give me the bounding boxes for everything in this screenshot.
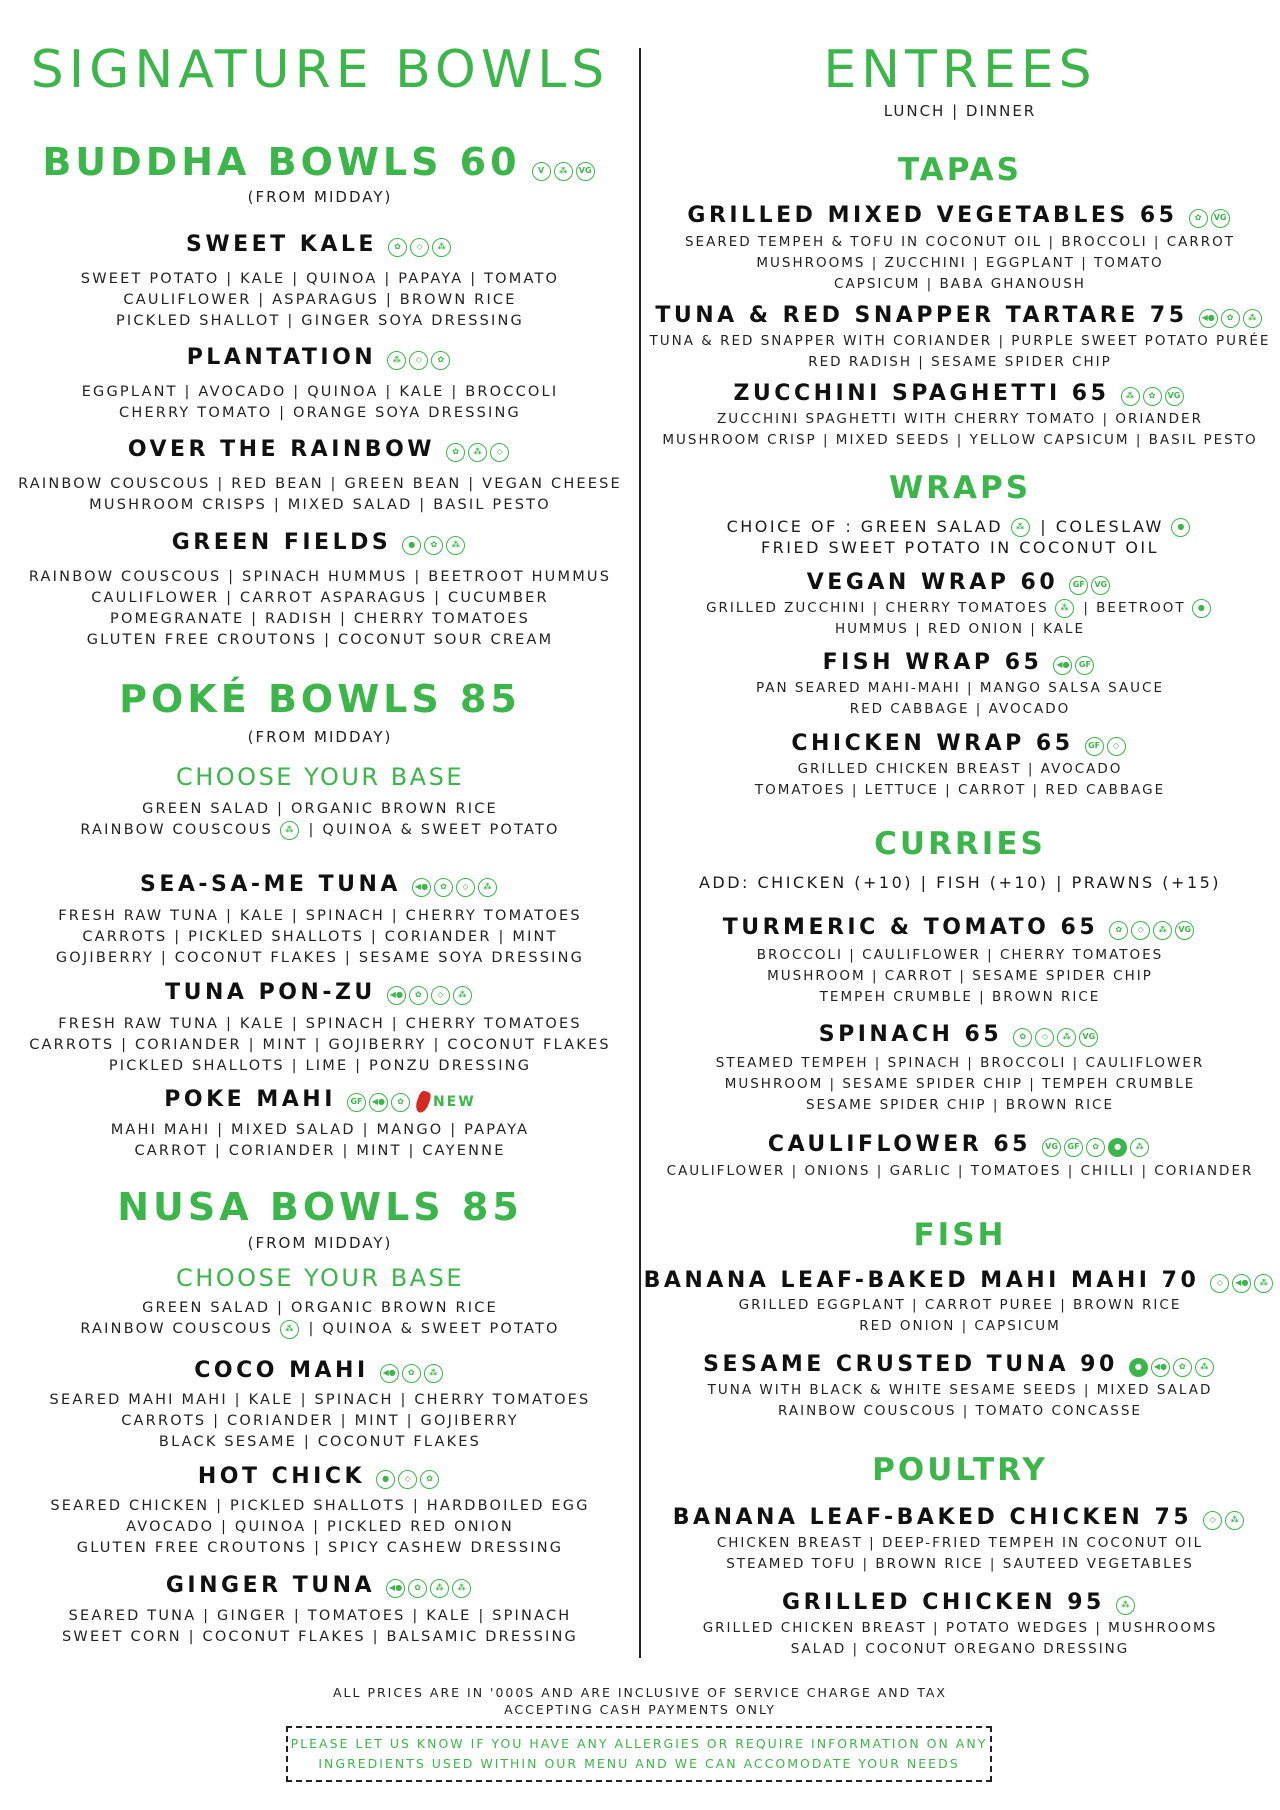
leaf-icon: ✿ (1189, 209, 1208, 228)
poke-bowls-heading: POKÉ BOWLS 85 (119, 677, 521, 721)
menu-item-grilled-mixed-vegetables: GRILLED MIXED VEGETABLES 65 ✿ VG (640, 203, 1280, 228)
nusa-base-options: GREEN SALAD | ORGANIC BROWN RICE RAINBOW COUSCOUS ⁂ | QUINOA & SWEET POTATO (80, 1300, 560, 1337)
menu-item-coco-mahi: COCO MAHI ◀● ✿ ⁂ (0, 1358, 640, 1383)
item-description: TUNA & RED SNAPPER WITH CORIANDER | PURPLE SWEET POTATO PURÉE RED RADISH | SESAME SPIDER CHIP (649, 333, 1271, 370)
fish-icon: ◀● (380, 1364, 399, 1383)
fish-icon: ◀● (412, 878, 431, 897)
item-description: SEARED TEMPEH & TOFU IN COCONUT OIL | BROCCOLI | CARROT MUSHROOMS | ZUCCHINI | EGGPLANT | TOMATO CAPSICUM | BABA GHANOUSH (684, 234, 1236, 292)
vegetarian-icon: V (532, 162, 551, 181)
menu-item-chicken-wrap: CHICKEN WRAP 65 GF ◇ (640, 731, 1280, 756)
item-description: MAHI MAHI | MIXED SALAD | MANGO | PAPAYA CARROT | CORIANDER | MINT | CAYENNE (110, 1122, 530, 1159)
curries-heading: CURRIES (874, 826, 1046, 862)
leaf-icon: ✿ (402, 1364, 421, 1383)
leaf-icon: ✿ (424, 536, 443, 555)
buddha-diet-icons (532, 161, 598, 181)
fish-icon: ◀● (386, 1579, 405, 1598)
seed-icon: ● (1108, 1138, 1127, 1157)
grain-icon: ⁂ (1243, 309, 1262, 328)
menu-item-zucchini-spaghetti: ZUCCHINI SPAGHETTI 65 ⁂ ✿ VG (640, 381, 1280, 406)
poke-base-options: GREEN SALAD | ORGANIC BROWN RICE RAINBOW COUSCOUS ⁂ | QUINOA & SWEET POTATO (80, 801, 560, 838)
grain-icon: ⁂ (280, 1320, 299, 1339)
poultry-heading: POULTRY (872, 1452, 1048, 1488)
menu-item-green-fields: GREEN FIELDS ● ✿ ⁂ (0, 530, 640, 555)
menu-item-spinach: SPINACH 65 ✿ ◇ ⁂ VG (640, 1022, 1280, 1047)
item-description: CAULIFLOWER | ONIONS | GARLIC | TOMATOES | CHILLI | CORIANDER (666, 1163, 1254, 1179)
menu-item-fish-wrap: FISH WRAP 65 ◀● GF (640, 650, 1280, 675)
item-description: CHICKEN BREAST | DEEP-FRIED TEMPEH IN COCONUT OIL STEAMED TOFU | BROWN RICE | SAUTEED VEGETABLES (716, 1535, 1204, 1572)
grain-icon: ⁂ (452, 1579, 471, 1598)
leaf-icon: ✿ (431, 351, 450, 370)
nusa-note: (FROM MIDDAY) (247, 1234, 393, 1252)
grain-icon: ⁂ (1055, 599, 1074, 618)
nut-icon: ◇ (456, 878, 475, 897)
item-description: BROCCOLI | CAULIFLOWER | CHERRY TOMATOES MUSHROOM | CARROT | SESAME SPIDER CHIP TEMPEH CRUMBLE | BROWN RICE (756, 947, 1164, 1005)
gluten-free-icon: GF (347, 1093, 366, 1112)
grain-icon: ⁂ (1057, 1028, 1076, 1047)
grain-icon: ⁂ (1011, 518, 1030, 537)
new-badge: NEW (432, 1093, 476, 1110)
menu-item-tuna-pon-zu: TUNA PON-ZU ◀● ✿ ◇ ⁂ (0, 980, 640, 1005)
leaf-icon: ✿ (434, 878, 453, 897)
menu-item-turmeric-tomato: TURMERIC & TOMATO 65 ✿ ◇ ⁂ VG (640, 915, 1280, 940)
leaf-icon: ✿ (446, 443, 465, 462)
price-note: ALL PRICES ARE IN '000S AND ARE INCLUSIVE OF SERVICE CHARGE AND TAX ACCEPTING CASH PAYMENTS ONLY (333, 1685, 947, 1717)
seed-icon: ● (1171, 518, 1190, 537)
vegan-icon: VG (1175, 921, 1194, 940)
menu-item-poke-mahi: POKE MAHI GF ◀● ✿ NEW (164, 1087, 476, 1112)
item-description: RAINBOW COUSCOUS | RED BEAN | GREEN BEAN | VEGAN CHEESE MUSHROOM CRISPS | MIXED SALAD | BASIL PESTO (18, 476, 622, 513)
vegan-icon: VG (1079, 1028, 1098, 1047)
item-description: FRESH RAW TUNA | KALE | SPINACH | CHERRY TOMATOES CARROTS | CORIANDER | MINT | GOJIBERRY | COCONUT FLAKES PICKLED SHALLOTS | LIME | PONZU DRESSING (29, 1016, 611, 1074)
leaf-icon: ✿ (391, 1093, 410, 1112)
menu-item-banana-leaf-mahi-mahi: BANANA LEAF-BAKED MAHI MAHI 70 ◇ ◀● ⁂ (640, 1268, 1280, 1293)
menu-item-cauliflower: CAULIFLOWER 65 VG GF ✿ ● ⁂ (640, 1132, 1280, 1157)
entrees-title: ENTREES (823, 40, 1097, 100)
item-description: TUNA WITH BLACK & WHITE SESAME SEEDS | MIXED SALAD RAINBOW COUSCOUS | TOMATO CONCASSE (707, 1382, 1213, 1419)
menu-item-vegan-wrap: VEGAN WRAP 60 GF VG (640, 570, 1280, 595)
allergy-notice: PLEASE LET US KNOW IF YOU HAVE ANY ALLERGIES OR REQUIRE INFORMATION ON ANY INGREDIENTS USED WITHIN OUR MENU AND WE CAN ACCOMODATE YOUR NEEDS (286, 1726, 992, 1782)
leaf-icon: ✿ (420, 1470, 439, 1489)
leaf-icon: ✿ (1221, 309, 1240, 328)
signature-bowls-title: SIGNATURE BOWLS (30, 40, 610, 100)
fish-icon: ◀● (1199, 309, 1218, 328)
item-description: EGGPLANT | AVOCADO | QUINOA | KALE | BROCCOLI CHERRY TOMATO | ORANGE SOYA DRESSING (81, 384, 559, 421)
grain-icon: ⁂ (478, 878, 497, 897)
buddha-bowls-heading: BUDDHA BOWLS 60 V ⁂ VG (0, 140, 640, 184)
item-description: SEARED TUNA | GINGER | TOMATOES | KALE | SPINACH SWEET CORN | COCONUT FLAKES | BALSAMIC DRESSING (62, 1608, 578, 1645)
grain-icon: ⁂ (554, 162, 573, 181)
fish-icon: ◀● (1151, 1358, 1170, 1377)
nut-icon: ◇ (431, 986, 450, 1005)
wraps-heading: WRAPS (888, 470, 1032, 506)
entrees-subtitle: LUNCH | DINNER (883, 102, 1037, 120)
item-description: GRILLED EGGPLANT | CARROT PUREE | BROWN RICE RED ONION | CAPSICUM (738, 1297, 1182, 1334)
item-description: ZUCCHINI SPAGHETTI WITH CHERRY TOMATO | ORIANDER MUSHROOM CRISP | MIXED SEEDS | YELLOW CAPSICUM | BASIL PESTO (662, 411, 1258, 448)
leaf-icon: ✿ (1086, 1138, 1105, 1157)
menu-item-sea-sa-me-tuna: SEA-SA-ME TUNA ◀● ✿ ◇ ⁂ (0, 872, 640, 897)
menu-item-sweet-kale: SWEET KALE ✿ ◇ ⁂ (0, 232, 640, 257)
grain-icon: ⁂ (432, 238, 451, 257)
nut-icon: ◇ (1210, 1274, 1229, 1293)
grain-icon: ⁂ (1225, 1511, 1244, 1530)
curries-add-ons: ADD: CHICKEN (+10) | FISH (+10) | PRAWNS (+15) (698, 873, 1222, 892)
grain-icon: ⁂ (387, 351, 406, 370)
vegan-icon: VG (576, 162, 595, 181)
grain-icon: ⁂ (453, 986, 472, 1005)
grain-icon: ⁂ (280, 821, 299, 840)
leaf-icon: ✿ (1143, 387, 1162, 406)
item-description: SWEET POTATO | KALE | QUINOA | PAPAYA | TOMATO CAULIFLOWER | ASPARAGUS | BROWN RICE PICKLED SHALLOT | GINGER SOYA DRESSING (80, 271, 560, 329)
seed-icon: ● (402, 536, 421, 555)
leaf-icon: ✿ (408, 1579, 427, 1598)
nut-icon: ◇ (490, 443, 509, 462)
menu-item-ginger-tuna: GINGER TUNA ◀● ✿ ⁂ ⁂ (0, 1573, 640, 1598)
fish-icon: ◀● (1232, 1274, 1251, 1293)
grain-icon: ⁂ (1153, 921, 1172, 940)
menu-item-grilled-chicken: GRILLED CHICKEN 95 ⁂ (640, 1590, 1280, 1615)
poke-note: (FROM MIDDAY) (247, 728, 393, 746)
vegan-icon: VG (1042, 1138, 1061, 1157)
vegan-icon: VG (1165, 387, 1184, 406)
grain-icon: ⁂ (1130, 1138, 1149, 1157)
grain-icon: ⁂ (1116, 1596, 1135, 1615)
item-description: GRILLED ZUCCHINI | CHERRY TOMATOES ⁂ | BEETROOT ● HUMMUS | RED ONION | KALE (640, 598, 1280, 640)
seed-icon: ● (1192, 599, 1211, 618)
nut-icon: ◇ (1107, 737, 1126, 756)
nut-icon: ◇ (1131, 921, 1150, 940)
item-description: RAINBOW COUSCOUS | SPINACH HUMMUS | BEETROOT HUMMUS CAULIFLOWER | CARROT ASPARAGUS | CUCUMBER POMEGRANATE | RADISH | CHERRY TOMATOES GLUTEN FREE CROUTONS | COCONUT SOUR CREAM (28, 569, 612, 648)
menu-item-hot-chick: HOT CHICK ● ◇ ✿ (0, 1464, 640, 1489)
item-description: GRILLED CHICKEN BREAST | AVOCADO TOMATOES | LETTUCE | CARROT | RED CABBAGE (754, 761, 1166, 798)
vegan-icon: VG (1211, 209, 1230, 228)
grain-icon: ⁂ (424, 1364, 443, 1383)
wraps-choice: CHOICE OF : GREEN SALAD ⁂ | COLESLAW ● FRIED SWEET POTATO IN COCONUT OIL (640, 516, 1280, 558)
menu-item-over-the-rainbow: OVER THE RAINBOW ✿ ⁂ ◇ (0, 437, 640, 462)
gluten-free-icon: GF (1085, 737, 1104, 756)
menu-item-tuna-red-snapper-tartare: TUNA & RED SNAPPER TARTARE 75 ◀● ✿ ⁂ (640, 303, 1280, 328)
item-description: SEARED MAHI MAHI | KALE | SPINACH | CHERRY TOMATOES CARROTS | CORIANDER | MINT | GOJIBERRY BLACK SESAME | COCONUT FLAKES (49, 1392, 591, 1450)
grain-icon: ⁂ (468, 443, 487, 462)
vegan-icon: VG (1091, 576, 1110, 595)
menu-item-banana-leaf-chicken: BANANA LEAF-BAKED CHICKEN 75 ◇ ⁂ (640, 1505, 1280, 1530)
item-description: FRESH RAW TUNA | KALE | SPINACH | CHERRY TOMATOES CARROTS | PICKLED SHALLOTS | CORIANDER | MINT GOJIBERRY | COCONUT FLAKES | SESAME SOYA DRESSING (55, 908, 585, 966)
chili-icon (414, 1089, 433, 1114)
buddha-note: (FROM MIDDAY) (247, 188, 393, 206)
grain-icon: ⁂ (430, 1579, 449, 1598)
grain-icon: ⁂ (1121, 387, 1140, 406)
leaf-icon: ✿ (1173, 1358, 1192, 1377)
item-description: PAN SEARED MAHI-MAHI | MANGO SALSA SAUCE RED CABBAGE | AVOCADO (755, 680, 1165, 717)
fish-heading: FISH (913, 1217, 1007, 1253)
fish-icon: ◀● (387, 986, 406, 1005)
leaf-icon: ✿ (1109, 921, 1128, 940)
nut-icon: ◇ (398, 1470, 417, 1489)
item-description: STEAMED TEMPEH | SPINACH | BROCCOLI | CAULIFLOWER MUSHROOM | SESAME SPIDER CHIP | TEMPEH CRUMBLE SESAME SPIDER CHIP | BROWN RICE (715, 1055, 1205, 1113)
leaf-icon: ✿ (409, 986, 428, 1005)
menu-item-sesame-crusted-tuna: SESAME CRUSTED TUNA 90 ● ◀● ✿ ⁂ (640, 1352, 1280, 1377)
grain-icon: ⁂ (1254, 1274, 1273, 1293)
gluten-free-icon: GF (1064, 1138, 1083, 1157)
item-description: GRILLED CHICKEN BREAST | POTATO WEDGES | MUSHROOMS SALAD | COCONUT OREGANO DRESSING (702, 1620, 1218, 1657)
nusa-bowls-heading: NUSA BOWLS 85 (117, 1185, 523, 1229)
nusa-choose-base: CHOOSE YOUR BASE (175, 1264, 464, 1292)
grain-icon: ⁂ (446, 536, 465, 555)
nut-icon: ◇ (409, 351, 428, 370)
leaf-icon: ✿ (388, 238, 407, 257)
seed-icon: ● (376, 1470, 395, 1489)
fish-icon: ◀● (1053, 656, 1072, 675)
gluten-free-icon: GF (1075, 656, 1094, 675)
nut-icon: ◇ (1203, 1511, 1222, 1530)
menu-item-plantation: PLANTATION ⁂ ◇ ✿ (0, 345, 640, 370)
grain-icon: ⁂ (1195, 1358, 1214, 1377)
fish-icon: ◀● (369, 1093, 388, 1112)
leaf-icon: ✿ (1013, 1028, 1032, 1047)
tapas-heading: TAPAS (898, 152, 1022, 188)
item-description: SEARED CHICKEN | PICKLED SHALLOTS | HARDBOILED EGG AVOCADO | QUINOA | PICKLED RED ONION GLUTEN FREE CROUTONS | SPICY CASHEW DRESSING (50, 1498, 590, 1556)
poke-choose-base: CHOOSE YOUR BASE (175, 763, 464, 791)
gluten-free-icon: GF (1069, 576, 1088, 595)
nut-icon: ◇ (1035, 1028, 1054, 1047)
nut-icon: ◇ (410, 238, 429, 257)
seed-icon: ● (1129, 1358, 1148, 1377)
